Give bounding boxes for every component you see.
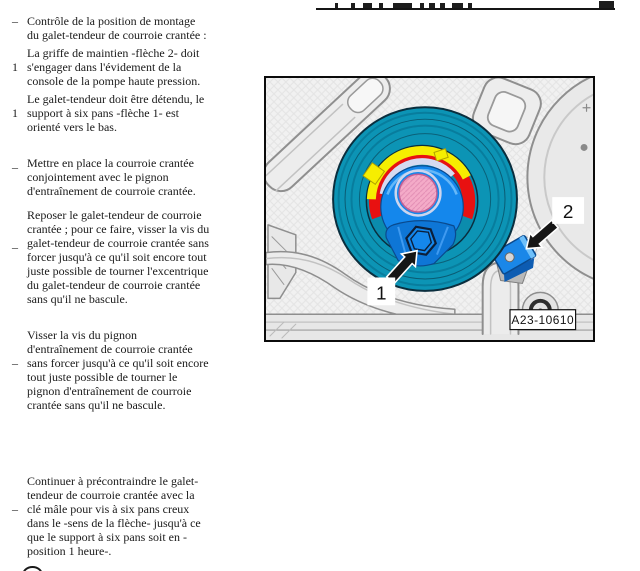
instruction-text-line: pignon d'entraînement de courroie	[27, 384, 192, 398]
instruction-text-line: conjointement avec le pignon	[27, 170, 169, 184]
instruction-text-line: Continuer à précontraindre le galet-	[27, 474, 199, 488]
instruction-text-line: position 1 heure-.	[27, 544, 112, 558]
list-marker	[10, 488, 27, 502]
list-marker	[10, 28, 27, 42]
instruction-line	[10, 356, 260, 370]
instruction-line	[10, 250, 260, 264]
previous-figure-fragment	[316, 0, 615, 10]
tensioner-pulley-graphic	[333, 107, 517, 291]
instruction-line	[10, 184, 260, 198]
instruction-text-line: d'entraînement de courroie crantée	[27, 342, 193, 356]
instruction-text-line: que le support à six pans soit en -	[27, 530, 187, 544]
instruction-line	[10, 544, 260, 558]
list-marker: 1	[12, 60, 18, 74]
list-marker	[10, 328, 27, 342]
instruction-text-line: du galet-tendeur de courroie crantée :	[27, 28, 207, 42]
instruction-item	[10, 474, 260, 558]
instruction-line	[10, 236, 260, 250]
list-marker	[10, 170, 27, 184]
callout-2-label	[552, 197, 584, 224]
instruction-item	[10, 14, 260, 42]
list-marker	[10, 120, 27, 134]
list-marker	[10, 222, 27, 236]
instruction-line	[10, 74, 260, 88]
list-marker	[10, 92, 27, 106]
instruction-text-line: console de la pompe haute pression.	[27, 74, 201, 88]
list-marker: _	[12, 236, 18, 250]
list-marker: 1	[12, 106, 18, 120]
instruction-line	[10, 14, 260, 28]
figure-ref-label	[510, 310, 576, 330]
instruction-text-line: Mettre en place la courroie crantée	[27, 156, 194, 170]
instruction-text-line: Reposer le galet-tendeur de courroie	[27, 208, 202, 222]
instruction-line	[10, 474, 260, 488]
list-marker	[10, 530, 27, 544]
instruction-text-line: crantée ; pour ce faire, visser la vis du	[27, 222, 210, 236]
callout-2-text: 2	[562, 200, 574, 222]
list-marker	[10, 516, 27, 530]
instruction-text-line: s'engager dans l'évidement de la	[27, 60, 182, 74]
instruction-text-line: orienté vers le bas.	[27, 120, 117, 134]
instruction-text-line: Le galet-tendeur doit être détendu, le	[27, 92, 205, 106]
instruction-line	[10, 516, 260, 530]
instruction-item	[10, 156, 260, 198]
instruction-text-line: sans forcer jusqu'à ce qu'il soit encore	[27, 356, 209, 370]
instruction-line	[10, 92, 260, 106]
instruction-item	[10, 92, 260, 134]
instruction-line	[10, 208, 260, 222]
list-marker	[10, 398, 27, 412]
list-marker	[10, 264, 27, 278]
list-marker	[10, 384, 27, 398]
instruction-text-line: galet-tendeur de courroie crantée sans	[27, 236, 209, 250]
instruction-line	[10, 398, 260, 412]
instruction-text-line: dans le -sens de la flèche- jusqu'à ce	[27, 516, 201, 530]
instruction-item	[10, 328, 260, 412]
instruction-line	[10, 170, 260, 184]
list-marker: _	[12, 156, 18, 170]
callout-1-label	[367, 277, 395, 305]
instruction-line	[10, 46, 260, 60]
list-marker: –	[12, 356, 18, 370]
list-marker	[10, 544, 27, 558]
instruction-line	[10, 106, 260, 120]
callout-1-text: 1	[376, 282, 387, 304]
list-marker	[10, 208, 27, 222]
list-marker	[10, 342, 27, 356]
figure-ref-text: A23-10610	[511, 313, 575, 328]
instruction-text-line: crantée sans qu'il ne bascule.	[27, 398, 166, 412]
hub-graphic	[399, 174, 437, 212]
instruction-text-line: tout juste possible de tourner le	[27, 370, 178, 384]
instruction-line	[10, 278, 260, 292]
list-marker	[10, 370, 27, 384]
list-marker	[10, 46, 27, 60]
instruction-list	[10, 10, 260, 558]
cut-off-glyph	[22, 566, 43, 571]
instruction-text-line: juste possible de tourner l'excentrique	[27, 264, 209, 278]
instruction-text-line: d'entraînement de courroie crantée.	[27, 184, 196, 198]
instruction-line	[10, 530, 260, 544]
list-marker: –	[12, 502, 18, 516]
instruction-line	[10, 292, 260, 306]
figure-a23-10610	[266, 78, 593, 340]
instruction-line	[10, 156, 260, 170]
list-marker	[10, 74, 27, 88]
instruction-text-line: sans qu'il ne bascule.	[27, 292, 128, 306]
instruction-line	[10, 342, 260, 356]
instruction-line	[10, 488, 260, 502]
instruction-text-line: du galet-tendeur de courroie crantée	[27, 278, 201, 292]
instruction-text-line: tendeur de courroie crantée avec la	[27, 488, 195, 502]
list-marker	[10, 278, 27, 292]
instruction-item	[10, 46, 260, 88]
list-marker	[10, 474, 27, 488]
list-marker	[10, 292, 27, 306]
instruction-text-line: forcer jusqu'à ce qu'il soit encore tout	[27, 250, 207, 264]
instruction-line	[10, 222, 260, 236]
list-marker	[10, 250, 27, 264]
instruction-text-line: Contrôle de la position de montage	[27, 14, 196, 28]
instruction-line	[10, 264, 260, 278]
instruction-text-line: clé mâle pour vis à six pans creux	[27, 502, 190, 516]
instruction-line	[10, 370, 260, 384]
figure-frame	[264, 76, 595, 342]
instruction-item	[10, 208, 260, 306]
instruction-line	[10, 28, 260, 42]
instruction-line	[10, 502, 260, 516]
list-marker: –	[12, 14, 18, 28]
instruction-line	[10, 120, 260, 134]
instruction-line	[10, 60, 260, 74]
instruction-text-line: support à six pans -flèche 1- est	[27, 106, 179, 120]
instruction-line	[10, 328, 260, 342]
instruction-text-line: Visser la vis du pignon	[27, 328, 137, 342]
instruction-line	[10, 384, 260, 398]
list-marker	[10, 184, 27, 198]
instruction-text-line: La griffe de maintien -flèche 2- doit	[27, 46, 200, 60]
